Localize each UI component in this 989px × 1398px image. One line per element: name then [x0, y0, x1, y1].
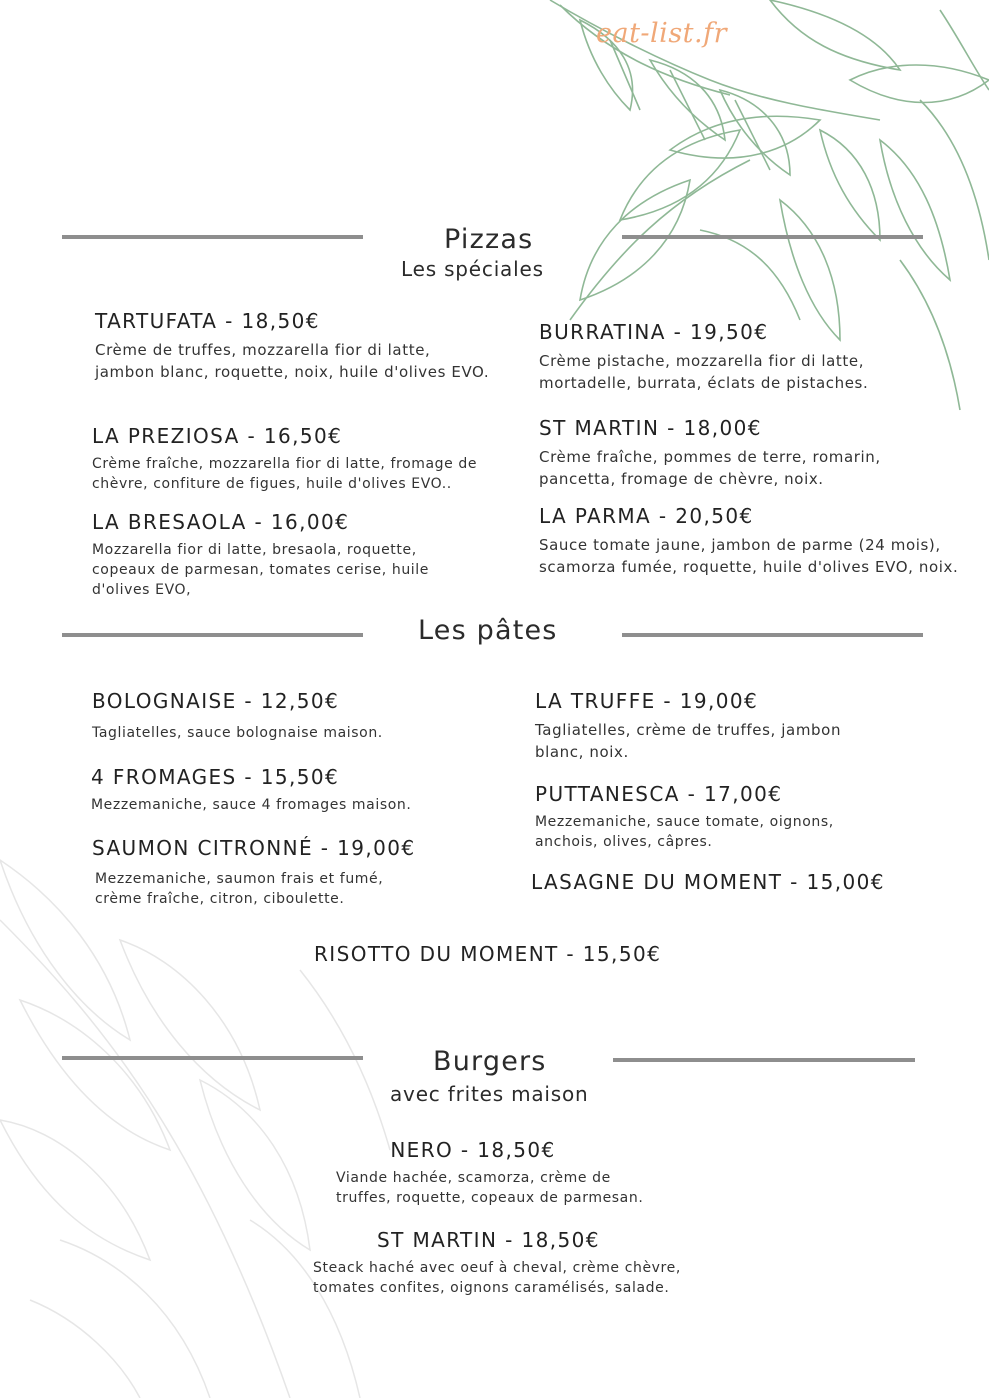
item-description: Mezzemaniche, sauce 4 fromages maison. [91, 797, 412, 813]
menu-item [320, 1138, 666, 1208]
item-description: Steack haché avec oeuf à cheval, crème chèvre, tomates confites, oignons caramélisés, salade. [313, 1260, 681, 1296]
divider-line [622, 235, 923, 239]
item-description: Tagliatelles, crème de truffes, jambon blanc, noix. [535, 721, 842, 761]
menu-item [539, 416, 959, 490]
menu-item [535, 689, 955, 763]
item-description: Mezzemaniche, saumon frais et fumé, crème fraîche, citron, ciboulette. [95, 871, 384, 907]
item-name: LA PARMA - 20,50€ [539, 504, 754, 528]
item-description: Mezzemaniche, sauce tomate, oignons, anchois, olives, câpres. [535, 814, 834, 850]
site-watermark: eat-list.fr [596, 18, 728, 49]
divider-line [622, 633, 923, 637]
item-description: Tagliatelles, sauce bolognaise maison. [92, 725, 383, 741]
item-description: Crème pistache, mozzarella fior di latte, mortadelle, burrata, éclats de pistaches. [539, 352, 869, 392]
section-title-burgers: Burgers [433, 1046, 547, 1077]
item-name: LA TRUFFE - 19,00€ [535, 689, 759, 713]
section-title-pizzas: Pizzas [444, 224, 534, 255]
item-description: Sauce tomate jaune, jambon de parme (24 mois), scamorza fumée, roquette, huile d'olives EVO, noix. [539, 536, 959, 576]
item-name: RISOTTO DU MOMENT - 15,50€ [314, 942, 662, 966]
menu-item [535, 782, 955, 852]
item-name: ST MARTIN - 18,50€ [377, 1228, 600, 1252]
menu-item [531, 870, 951, 894]
item-name: SAUMON CITRONNÉ - 19,00€ [92, 836, 416, 860]
menu-item [539, 320, 959, 394]
menu-item [314, 942, 734, 966]
item-name: LASAGNE DU MOMENT - 15,00€ [531, 870, 885, 894]
section-title-pates: Les pâtes [418, 615, 558, 646]
menu-item [92, 689, 492, 743]
menu-item [313, 1228, 713, 1298]
item-description: Crème de truffes, mozzarella fior di latte, jambon blanc, roquette, noix, huile d'olives EVO. [95, 341, 490, 381]
menu-item [91, 765, 491, 815]
item-name: NERO - 18,50€ [390, 1138, 556, 1162]
item-name: 4 FROMAGES - 15,50€ [91, 765, 340, 789]
divider-line [62, 1056, 363, 1060]
item-description: Mozzarella fior di latte, bresaola, roquette, copeaux de parmesan, tomates cerise, huile d'olives EVO, [92, 542, 429, 598]
item-name: LA PREZIOSA - 16,50€ [92, 424, 343, 448]
item-name: ST MARTIN - 18,00€ [539, 416, 762, 440]
menu-item [95, 309, 495, 383]
divider-line [62, 235, 363, 239]
item-description: Crème fraîche, pommes de terre, romarin, pancetta, fromage de chèvre, noix. [539, 448, 881, 488]
menu-item [92, 424, 502, 494]
item-name: BURRATINA - 19,50€ [539, 320, 769, 344]
divider-line [62, 633, 363, 637]
item-name: TARTUFATA - 18,50€ [95, 309, 320, 333]
item-description: Viande hachée, scamorza, crème de truffes, roquette, copeaux de parmesan. [336, 1170, 644, 1206]
section-subtitle-burgers: avec frites maison [390, 1082, 589, 1106]
item-name: LA BRESAOLA - 16,00€ [92, 510, 350, 534]
menu-item [92, 510, 492, 600]
menu-item [92, 836, 492, 909]
item-name: PUTTANESCA - 17,00€ [535, 782, 783, 806]
item-name: BOLOGNAISE - 12,50€ [92, 689, 340, 713]
menu-item [539, 504, 979, 578]
section-subtitle-pizzas: Les spéciales [401, 257, 544, 281]
item-description: Crème fraîche, mozzarella fior di latte, fromage de chèvre, confiture de figues, huile d'olives EVO.. [92, 456, 478, 492]
divider-line [613, 1058, 915, 1062]
